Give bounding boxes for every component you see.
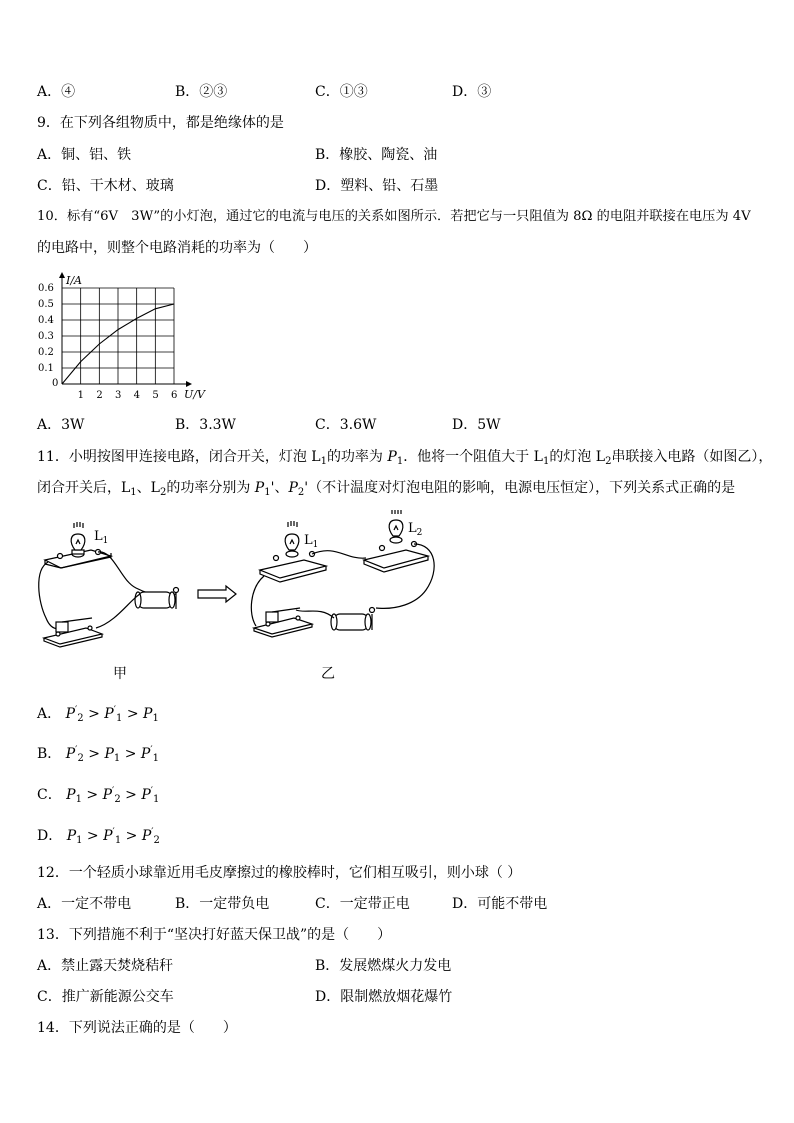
q13-option-d: D．限制燃放烟花爆竹	[315, 989, 453, 1005]
jia-battery	[138, 592, 172, 608]
fig-yi-label: 乙	[321, 666, 335, 682]
q8-option-c: C．①③	[315, 84, 368, 100]
x-tick-label: 6	[171, 390, 178, 401]
x-tick-label: 5	[152, 390, 159, 401]
q13-stem: 13．下列措施不利于“坚决打好蓝天保卫战”的是（ ）	[37, 927, 392, 943]
jia-switch	[44, 628, 102, 644]
q10-stem-line2: 的电路中，则整个电路消耗的功率为（ ）	[37, 240, 317, 256]
y-axis-label: I/A	[66, 274, 82, 287]
yi-battery	[334, 614, 368, 630]
x-axis-arrow	[186, 381, 192, 387]
fig-jia-label: 甲	[113, 666, 127, 682]
q12-option-a: A．一定不带电	[37, 896, 132, 912]
q10-option-d: D．5W	[452, 417, 501, 433]
q10-option-a: A．3W	[37, 417, 85, 433]
jia-bulb	[71, 534, 85, 550]
q14-stem: 14．下列说法正确的是（ ）	[37, 1020, 237, 1036]
q11-option-d: D． $P_1 > P'_1 > P'_2$	[37, 827, 160, 846]
yi-bulb2-socket	[390, 537, 402, 543]
q12-option-c: C．一定带正电	[315, 896, 410, 912]
y-tick-label: 0.5	[38, 299, 54, 310]
q12-option-b: B．一定带负电	[175, 896, 270, 912]
x-axis-label: U/V	[184, 388, 205, 401]
q13-option-b: B．发展燃煤火力发电	[315, 958, 452, 974]
yi-bulb2	[389, 520, 403, 536]
yi-bulb1	[285, 534, 299, 550]
y-tick-label: 0.3	[38, 331, 54, 342]
q12-option-d: D．可能不带电	[452, 896, 548, 912]
iu-chart	[35, 268, 220, 403]
jia-bulb-label: $L_1$	[94, 529, 109, 546]
q11-option-a: A． $P'_2 > P'_1 > P_1$	[37, 705, 159, 724]
y-tick-label: 0.1	[38, 363, 54, 374]
q9-option-b: B．橡胶、陶瓷、油	[315, 147, 438, 163]
x-tick-label: 3	[115, 390, 122, 401]
q10-stem-line1: 10．标有“6V 3W”的小灯泡，通过它的电流与电压的关系如图所示．若把它与一只阻值为 8Ω 的电阻并联接在电压为 4V	[37, 209, 751, 224]
q11-option-c: C． $P_1 > P'_2 > P'_1$	[37, 786, 160, 805]
q9-option-a: A．铜、铝、铁	[37, 147, 132, 163]
q8-option-d: D．③	[452, 84, 492, 100]
q11-option-b: B． $P'_2 > P_1 > P'_1$	[37, 745, 159, 764]
yi-bulb1-socket	[286, 551, 298, 557]
x-tick-label: 2	[96, 390, 103, 401]
q8-option-b: B．②③	[175, 84, 228, 100]
q13-option-c: C．推广新能源公交车	[37, 989, 174, 1005]
q11-stem-line2: 闭合开关后，$L_1$、$L_2$的功率分别为 $P_1'$、$P_2'$（不计温度对灯泡电阻的影响，电源电压恒定），下列关系式正确的是	[37, 480, 736, 498]
yi-bulb2-label: $L_2$	[408, 521, 423, 538]
q9-stem: 9．在下列各组物质中，都是绝缘体的是	[37, 115, 284, 131]
origin-label: 0	[52, 378, 59, 389]
q11-stem-line1: 11．小明按图甲连接电路，闭合开关，灯泡 $L_1$的功率为 $P_1$．他将一个阻值大于 $L_1$的灯泡 $L_2$串联接入电路（如图乙），	[37, 449, 773, 467]
x-tick-label: 4	[133, 390, 141, 401]
y-tick-label: 0.4	[38, 315, 54, 326]
arrow	[198, 586, 236, 602]
yi-bulb1-label: $L_1$	[304, 533, 319, 550]
q12-stem: 12．一个轻质小球靠近用毛皮摩擦过的橡胶棒时，它们相互吸引，则小球（ ）	[37, 865, 522, 881]
y-tick-label: 0.2	[38, 347, 54, 358]
q8-option-a: A．④	[37, 84, 76, 100]
q9-option-d: D．塑料、铅、石墨	[315, 178, 439, 194]
q10-option-c: C．3.6W	[315, 417, 377, 433]
yi-switch	[254, 618, 312, 634]
q13-option-a: A．禁止露天焚烧秸秆	[37, 958, 174, 974]
q9-option-c: C．铅、干木材、玻璃	[37, 178, 174, 194]
yi-lamp2-board	[364, 550, 428, 568]
circuit-figures	[36, 510, 456, 662]
y-axis-arrow	[59, 272, 65, 278]
yi-lamp1-board	[260, 560, 326, 578]
y-tick-label: 0.6	[38, 283, 54, 294]
q10-option-b: B．3.3W	[175, 417, 236, 433]
x-tick-label: 1	[77, 390, 85, 401]
